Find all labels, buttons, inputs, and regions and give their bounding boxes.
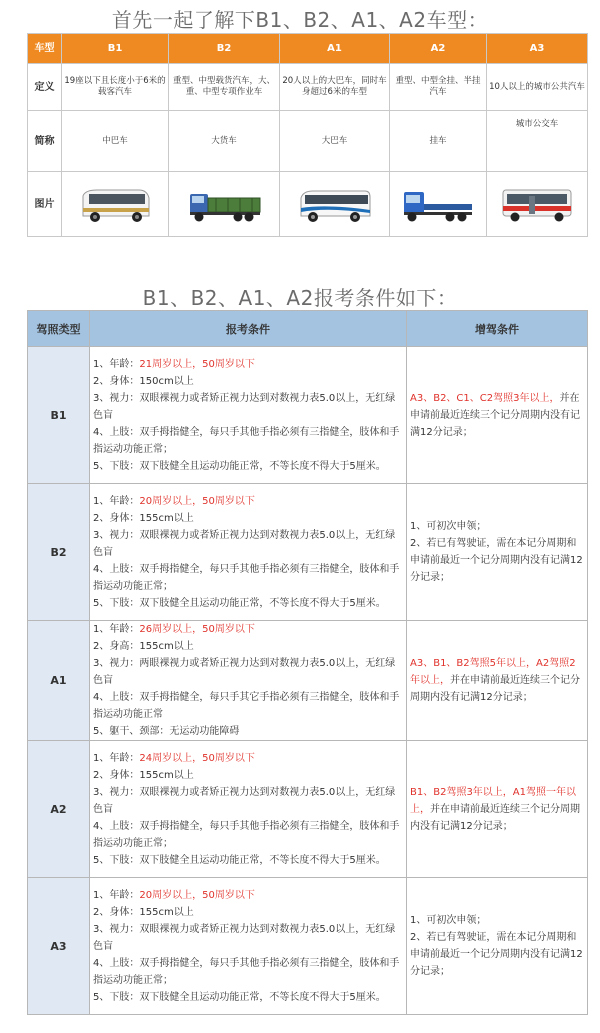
age-label: 1、年龄： [93,624,140,635]
upgrade-conditions-cell [407,878,588,1015]
condition-line: 4、上肢：双手拇指健全，每只手其他手指必须有三指健全，肢体和手指运动功能正常； [93,563,400,592]
header-upgrade-conditions: 增驾条件 [407,311,588,347]
requirement-row-a1 [28,621,588,741]
abbreviation-b1: 中巴车 [62,111,169,172]
upgrade-conditions-cell [407,621,588,741]
definition-label: 定义 [28,64,62,111]
image-row [28,172,588,237]
age-range-highlight: 26周岁以上，50周岁以下 [139,624,255,635]
abbreviation-a2: 挂车 [390,111,487,172]
age-label: 1、年龄： [93,358,140,370]
col-header-b1: B1 [62,34,169,64]
upgrade-conditions-cell [407,741,588,878]
age-range-highlight: 20周岁以上，50周岁以下 [139,889,255,901]
condition-line: 5、下肢：双下肢健全且运动功能正常，不等长度不得大于5厘米。 [93,991,386,1003]
license-type-cell: B1 [28,347,90,484]
condition-line: 2、身体：155cm以上 [93,769,194,781]
age-label: 1、年龄： [93,889,140,901]
upgrade-prerequisite-highlight: B1、B2驾照3年以上，A1驾照一年以上， [410,786,577,815]
requirement-row-a2 [28,741,588,878]
abbreviation-row [28,111,588,172]
city-bus-image [487,172,588,237]
condition-line: 5、下肢：双下肢健全且运动功能正常，不等长度不得大于5厘米。 [93,854,386,866]
condition-line: 4、上肢：双手拇指健全，每只手其他手指必须有三指健全，肢体和手指运动功能正常； [93,820,400,849]
exam-conditions-cell [90,878,407,1015]
condition-line: 3、视力：双眼裸视力或者矫正视力达到对数视力表5.0以上，无红绿色盲 [93,786,396,815]
image-label: 图片 [28,172,62,237]
age-label: 1、年龄： [93,495,140,507]
condition-line: 2、身体：155cm以上 [93,906,194,918]
age-label: 1、年龄： [93,752,140,764]
condition-line: 2、身体：150cm以上 [93,375,194,387]
abbreviation-label: 简称 [28,111,62,172]
requirement-row-a3 [28,878,588,1015]
col-header-a3: A3 [487,34,588,64]
exam-conditions-cell [90,621,407,741]
upgrade-detail-text: 1、可初次申领； 2、若已有驾驶证，需在本记分周期和申请前最近一个记分周期内没有记满12分记录； [410,521,583,583]
vehicle-table-header-row [28,34,588,64]
vehicle-table-corner: 车型 [28,34,62,64]
definition-row [28,64,588,111]
col-header-b2: B2 [169,34,280,64]
requirements-table [27,310,588,1015]
license-type-cell: A1 [28,621,90,741]
abbreviation-a1: 大巴车 [280,111,390,172]
license-type-cell: B2 [28,484,90,621]
condition-line: 2、身高：155cm以上 [93,641,194,652]
requirement-row-b1 [28,347,588,484]
coach-bus-image [280,172,390,237]
col-header-a1: A1 [280,34,390,64]
vehicle-types-table [27,33,588,237]
definition-b2: 重型、中型载货汽车，大、重、中型专项作业车 [169,64,280,111]
license-type-cell: A2 [28,741,90,878]
age-range-highlight: 20周岁以上，50周岁以下 [139,495,255,507]
exam-conditions-cell [90,484,407,621]
abbreviation-b2: 大货车 [169,111,280,172]
cargo-truck-image [169,172,280,237]
minibus-image [62,172,169,237]
age-requirement [93,750,403,767]
upgrade-detail-text: 并在申请前最近连续三个记分周期内没有记满12分记录； [410,803,580,832]
condition-line: 3、视力：两眼裸视力或者矫正视力达到对数视力表5.0以上，无红绿色盲 [93,658,396,686]
upgrade-prerequisite-highlight: A3、B2、C1、C2驾照3年以上， [410,392,560,404]
requirement-row-b2 [28,484,588,621]
definition-a1: 20人以上的大巴车，同时车身超过6米的车型 [280,64,390,111]
condition-line: 2、身体：155cm以上 [93,512,194,524]
header-exam-conditions: 报考条件 [90,311,407,347]
age-requirement [93,493,403,510]
condition-line: 5、下肢：双下肢健全且运动功能正常，不等长度不得大于5厘米。 [93,597,386,609]
abbreviation-a3: 城市公交车 [487,111,588,172]
condition-line: 5、躯干、颈部：无运动功能障碍 [93,726,240,737]
requirements-header-row [28,311,588,347]
exam-conditions-cell [90,741,407,878]
condition-line: 4、上肢：双手拇指健全，每只手其他手指必须有三指健全，肢体和手指运动功能正常； [93,426,400,455]
condition-line: 3、视力：双眼裸视力或者矫正视力达到对数视力表5.0以上，无红绿色盲 [93,529,396,558]
definition-a2: 重型、中型全挂、半挂汽车 [390,64,487,111]
age-requirement [93,621,403,638]
age-range-highlight: 24周岁以上，50周岁以下 [139,752,255,764]
definition-a3: 10人以上的城市公共汽车 [487,64,588,111]
trailer-truck-image [390,172,487,237]
condition-line: 3、视力：双眼裸视力或者矫正视力达到对数视力表5.0以上，无红绿色盲 [93,392,396,421]
condition-line: 4、上肢：双手拇指健全，每只手其它手指必须有三指健全，肢体和手指运动功能正常 [93,692,400,720]
vehicle-types-heading: 首先一起了解下B1、B2、A1、A2车型： [111,8,489,32]
license-type-cell: A3 [28,878,90,1015]
header-license-type: 驾照类型 [28,311,90,347]
condition-line: 5、下肢：双下肢健全且运动功能正常，不等长度不得大于5厘米。 [93,460,386,472]
upgrade-prerequisite-highlight: A3、B1、B2驾照5年以上，A2驾照2年以上， [410,658,576,686]
upgrade-detail-text: 并在申请前最近连续三个记分周期内没有记满12分记录； [410,675,580,703]
upgrade-detail-text: 1、可初次申领； 2、若已有驾驶证，需在本记分周期和申请前最近一个记分周期内没有记满12分记录； [410,915,583,977]
condition-line: 3、视力：双眼裸视力或者矫正视力达到对数视力表5.0以上，无红绿色盲 [93,923,396,952]
age-requirement [93,887,403,904]
age-range-highlight: 21周岁以上，50周岁以下 [139,358,255,370]
exam-conditions-cell [90,347,407,484]
definition-b1: 19座以下且长度小于6米的载客汽车 [62,64,169,111]
condition-line: 4、上肢：双手拇指健全，每只手其他手指必须有三指健全，肢体和手指运动功能正常； [93,957,400,986]
age-requirement [93,356,403,373]
upgrade-conditions-cell [407,484,588,621]
col-header-a2: A2 [390,34,487,64]
requirements-heading: B1、B2、A1、A2报考条件如下： [142,286,458,310]
upgrade-conditions-cell [407,347,588,484]
upgrade-detail-text: 并在申请前最近连续三个记分周期内没有记满12分记录； [410,392,580,438]
